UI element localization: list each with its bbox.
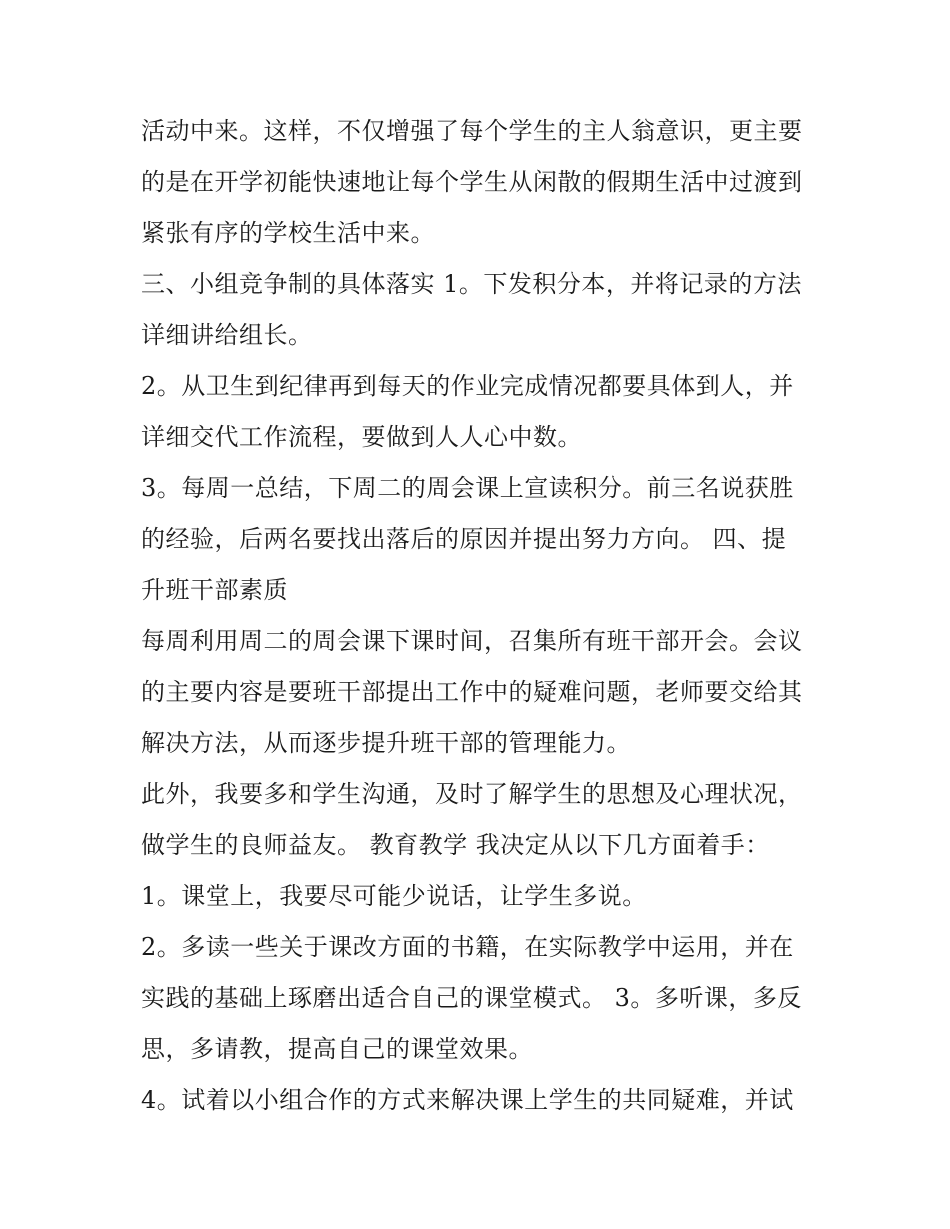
text-line: 解决方法，从而逐步提升班干部的管理能力。 [141, 729, 631, 757]
text-line: 的经验，后两名要找出落后的原因并提出努力方向。 四、提 [141, 525, 787, 553]
text-line: 2。多读一些关于课改方面的书籍，在实际教学中运用，并在 [141, 933, 794, 961]
text-line: 每周利用周二的周会课下课时间，召集所有班干部开会。会议 [141, 627, 803, 655]
text-line: 活动中来。这样，不仅增强了每个学生的主人翁意识，更主要 [141, 117, 803, 145]
text-line: 三、小组竞争制的具体落实 1。下发积分本，并将记录的方法 [141, 270, 802, 298]
text-line: 3。每周一总结，下周二的周会课上宣读积分。前三名说获胜 [141, 474, 794, 502]
text-line: 2。从卫生到纪律再到每天的作业完成情况都要具体到人，并 [141, 372, 794, 400]
text-line: 实践的基础上琢磨出适合自己的课堂模式。 3。多听课，多反 [141, 984, 802, 1012]
text-line: 紧张有序的学校生活中来。 [141, 219, 435, 247]
text-line: 的主要内容是要班干部提出工作中的疑难问题，老师要交给其 [141, 678, 803, 706]
text-line: 思，多请教，提高自己的课堂效果。 [141, 1035, 533, 1063]
text-line: 的是在开学初能快速地让每个学生从闲散的假期生活中过渡到 [141, 168, 803, 196]
text-line: 详细交代工作流程，要做到人人心中数。 [141, 423, 582, 451]
text-line: 详细讲给组长。 [141, 321, 313, 349]
text-line: 升班干部素质 [141, 576, 288, 604]
text-line: 4。试着以小组合作的方式来解决课上学生的共同疑难，并试 [141, 1086, 794, 1114]
text-line: 此外，我要多和学生沟通，及时了解学生的思想及心理状况， [141, 780, 803, 808]
text-line: 做学生的良师益友。 教育教学 我决定从以下几方面着手： [141, 831, 770, 859]
text-line: 1。课堂上，我要尽可能少说话，让学生多说。 [141, 882, 647, 910]
document-body [141, 106, 821, 1126]
